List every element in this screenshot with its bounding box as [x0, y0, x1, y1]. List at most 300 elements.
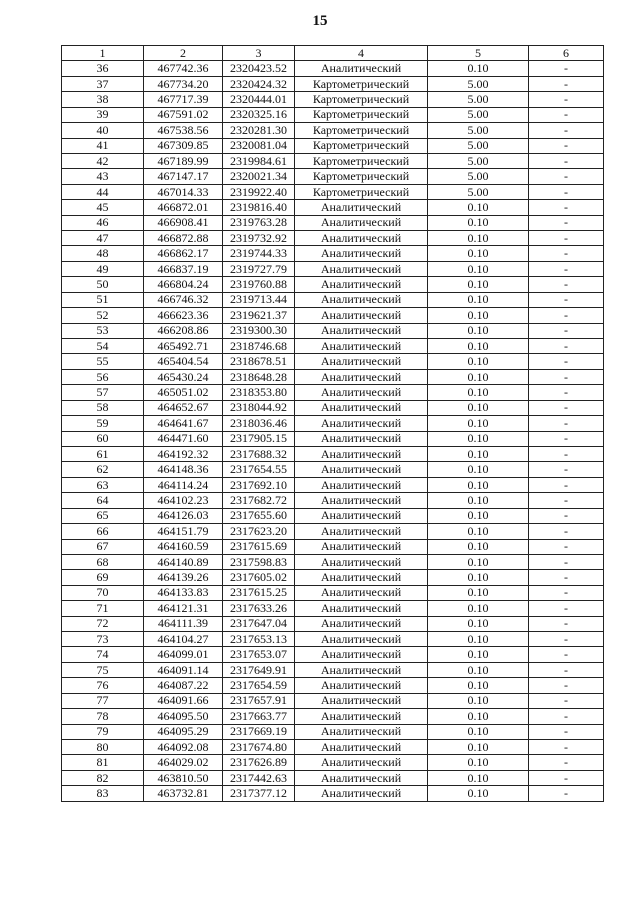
point-number-cell: 50	[62, 277, 144, 292]
header-cell: 5	[428, 46, 529, 61]
note-cell: -	[529, 184, 604, 199]
table-row	[62, 786, 604, 801]
accuracy-cell: 0.10	[428, 446, 529, 461]
note-cell: -	[529, 277, 604, 292]
table-row	[62, 770, 604, 785]
note-cell: -	[529, 385, 604, 400]
table-row	[62, 632, 604, 647]
point-number-cell: 80	[62, 739, 144, 754]
accuracy-cell: 0.10	[428, 539, 529, 554]
accuracy-cell: 0.10	[428, 61, 529, 76]
method-cell: Аналитический	[295, 554, 428, 569]
method-cell: Аналитический	[295, 339, 428, 354]
accuracy-cell: 0.10	[428, 601, 529, 616]
y-coordinate-cell: 2317905.15	[223, 431, 295, 446]
point-number-cell: 54	[62, 339, 144, 354]
x-coordinate-cell: 464087.22	[144, 678, 223, 693]
y-coordinate-cell: 2317605.02	[223, 570, 295, 585]
method-cell: Аналитический	[295, 369, 428, 384]
y-coordinate-cell: 2319984.61	[223, 153, 295, 168]
point-number-cell: 44	[62, 184, 144, 199]
method-cell: Аналитический	[295, 215, 428, 230]
method-cell: Аналитический	[295, 508, 428, 523]
note-cell: -	[529, 169, 604, 184]
point-number-cell: 69	[62, 570, 144, 585]
note-cell: -	[529, 261, 604, 276]
accuracy-cell: 0.10	[428, 400, 529, 415]
y-coordinate-cell: 2317647.04	[223, 616, 295, 631]
accuracy-cell: 0.10	[428, 200, 529, 215]
note-cell: -	[529, 107, 604, 122]
point-number-cell: 42	[62, 153, 144, 168]
note-cell: -	[529, 709, 604, 724]
point-number-cell: 51	[62, 292, 144, 307]
note-cell: -	[529, 554, 604, 569]
y-coordinate-cell: 2317674.80	[223, 739, 295, 754]
point-number-cell: 53	[62, 323, 144, 338]
point-number-cell: 36	[62, 61, 144, 76]
method-cell: Аналитический	[295, 200, 428, 215]
method-cell: Аналитический	[295, 724, 428, 739]
x-coordinate-cell: 465430.24	[144, 369, 223, 384]
table-row	[62, 246, 604, 261]
point-number-cell: 45	[62, 200, 144, 215]
y-coordinate-cell: 2320081.04	[223, 138, 295, 153]
point-number-cell: 60	[62, 431, 144, 446]
note-cell: -	[529, 92, 604, 107]
accuracy-cell: 0.10	[428, 231, 529, 246]
x-coordinate-cell: 467742.36	[144, 61, 223, 76]
table-row	[62, 554, 604, 569]
y-coordinate-cell: 2317688.32	[223, 446, 295, 461]
note-cell: -	[529, 693, 604, 708]
method-cell: Аналитический	[295, 231, 428, 246]
note-cell: -	[529, 76, 604, 91]
note-cell: -	[529, 339, 604, 354]
point-number-cell: 58	[62, 400, 144, 415]
accuracy-cell: 5.00	[428, 107, 529, 122]
accuracy-cell: 0.10	[428, 493, 529, 508]
header-cell: 3	[223, 46, 295, 61]
point-number-cell: 82	[62, 770, 144, 785]
point-number-cell: 55	[62, 354, 144, 369]
table-row	[62, 400, 604, 415]
accuracy-cell: 0.10	[428, 724, 529, 739]
x-coordinate-cell: 464111.39	[144, 616, 223, 631]
y-coordinate-cell: 2318678.51	[223, 354, 295, 369]
method-cell: Аналитический	[295, 431, 428, 446]
y-coordinate-cell: 2317653.13	[223, 632, 295, 647]
accuracy-cell: 5.00	[428, 153, 529, 168]
method-cell: Аналитический	[295, 709, 428, 724]
y-coordinate-cell: 2317615.25	[223, 585, 295, 600]
note-cell: -	[529, 524, 604, 539]
note-cell: -	[529, 323, 604, 338]
note-cell: -	[529, 431, 604, 446]
y-coordinate-cell: 2317598.83	[223, 554, 295, 569]
method-cell: Аналитический	[295, 570, 428, 585]
accuracy-cell: 0.10	[428, 570, 529, 585]
accuracy-cell: 0.10	[428, 524, 529, 539]
y-coordinate-cell: 2319621.37	[223, 308, 295, 323]
note-cell: -	[529, 539, 604, 554]
method-cell: Аналитический	[295, 277, 428, 292]
y-coordinate-cell: 2318648.28	[223, 369, 295, 384]
note-cell: -	[529, 786, 604, 801]
method-cell: Аналитический	[295, 524, 428, 539]
table-row	[62, 493, 604, 508]
method-cell: Аналитический	[295, 446, 428, 461]
point-number-cell: 81	[62, 755, 144, 770]
page-number: 15	[312, 13, 328, 29]
header-cell: 4	[295, 46, 428, 61]
method-cell: Аналитический	[295, 400, 428, 415]
table-row	[62, 446, 604, 461]
table-row	[62, 416, 604, 431]
method-cell: Аналитический	[295, 246, 428, 261]
x-coordinate-cell: 466208.86	[144, 323, 223, 338]
accuracy-cell: 0.10	[428, 616, 529, 631]
y-coordinate-cell: 2317653.07	[223, 647, 295, 662]
method-cell: Картометрический	[295, 138, 428, 153]
accuracy-cell: 0.10	[428, 462, 529, 477]
point-number-cell: 46	[62, 215, 144, 230]
y-coordinate-cell: 2320021.34	[223, 169, 295, 184]
point-number-cell: 63	[62, 477, 144, 492]
note-cell: -	[529, 601, 604, 616]
accuracy-cell: 0.10	[428, 292, 529, 307]
table-row	[62, 678, 604, 693]
table-row	[62, 585, 604, 600]
note-cell: -	[529, 354, 604, 369]
y-coordinate-cell: 2319732.92	[223, 231, 295, 246]
y-coordinate-cell: 2320444.01	[223, 92, 295, 107]
header-cell: 6	[529, 46, 604, 61]
table-row	[62, 755, 604, 770]
point-number-cell: 48	[62, 246, 144, 261]
y-coordinate-cell: 2317655.60	[223, 508, 295, 523]
y-coordinate-cell: 2317654.55	[223, 462, 295, 477]
y-coordinate-cell: 2317615.69	[223, 539, 295, 554]
note-cell: -	[529, 585, 604, 600]
point-number-cell: 68	[62, 554, 144, 569]
x-coordinate-cell: 464126.03	[144, 508, 223, 523]
x-coordinate-cell: 466623.36	[144, 308, 223, 323]
x-coordinate-cell: 465404.54	[144, 354, 223, 369]
point-number-cell: 73	[62, 632, 144, 647]
x-coordinate-cell: 464091.14	[144, 662, 223, 677]
note-cell: -	[529, 508, 604, 523]
method-cell: Картометрический	[295, 92, 428, 107]
x-coordinate-cell: 463810.50	[144, 770, 223, 785]
accuracy-cell: 0.10	[428, 215, 529, 230]
y-coordinate-cell: 2319744.33	[223, 246, 295, 261]
note-cell: -	[529, 292, 604, 307]
table-row	[62, 261, 604, 276]
point-number-cell: 74	[62, 647, 144, 662]
point-number-cell: 37	[62, 76, 144, 91]
method-cell: Аналитический	[295, 462, 428, 477]
method-cell: Картометрический	[295, 153, 428, 168]
point-number-cell: 41	[62, 138, 144, 153]
y-coordinate-cell: 2317692.10	[223, 477, 295, 492]
y-coordinate-cell: 2318044.92	[223, 400, 295, 415]
method-cell: Аналитический	[295, 693, 428, 708]
method-cell: Аналитический	[295, 770, 428, 785]
x-coordinate-cell: 464091.66	[144, 693, 223, 708]
accuracy-cell: 0.10	[428, 339, 529, 354]
x-coordinate-cell: 466746.32	[144, 292, 223, 307]
note-cell: -	[529, 215, 604, 230]
note-cell: -	[529, 632, 604, 647]
x-coordinate-cell: 467147.17	[144, 169, 223, 184]
table-row	[62, 76, 604, 91]
x-coordinate-cell: 466837.19	[144, 261, 223, 276]
table-row	[62, 369, 604, 384]
note-cell: -	[529, 138, 604, 153]
y-coordinate-cell: 2317657.91	[223, 693, 295, 708]
y-coordinate-cell: 2320281.30	[223, 123, 295, 138]
note-cell: -	[529, 647, 604, 662]
method-cell: Аналитический	[295, 323, 428, 338]
table-row	[62, 662, 604, 677]
point-number-cell: 43	[62, 169, 144, 184]
accuracy-cell: 0.10	[428, 261, 529, 276]
y-coordinate-cell: 2319816.40	[223, 200, 295, 215]
x-coordinate-cell: 467717.39	[144, 92, 223, 107]
y-coordinate-cell: 2317663.77	[223, 709, 295, 724]
point-number-cell: 39	[62, 107, 144, 122]
accuracy-cell: 0.10	[428, 678, 529, 693]
note-cell: -	[529, 231, 604, 246]
point-number-cell: 70	[62, 585, 144, 600]
x-coordinate-cell: 467591.02	[144, 107, 223, 122]
note-cell: -	[529, 616, 604, 631]
x-coordinate-cell: 464121.31	[144, 601, 223, 616]
accuracy-cell: 0.10	[428, 662, 529, 677]
table-row	[62, 647, 604, 662]
point-number-cell: 52	[62, 308, 144, 323]
x-coordinate-cell: 464095.50	[144, 709, 223, 724]
table-row	[62, 739, 604, 754]
x-coordinate-cell: 464092.08	[144, 739, 223, 754]
method-cell: Картометрический	[295, 123, 428, 138]
y-coordinate-cell: 2317377.12	[223, 786, 295, 801]
y-coordinate-cell: 2317626.89	[223, 755, 295, 770]
table-row	[62, 323, 604, 338]
table-row	[62, 724, 604, 739]
method-cell: Картометрический	[295, 184, 428, 199]
x-coordinate-cell: 464114.24	[144, 477, 223, 492]
y-coordinate-cell: 2319300.30	[223, 323, 295, 338]
x-coordinate-cell: 465051.02	[144, 385, 223, 400]
x-coordinate-cell: 464133.83	[144, 585, 223, 600]
table-body	[62, 61, 604, 801]
y-coordinate-cell: 2317623.20	[223, 524, 295, 539]
table-row	[62, 169, 604, 184]
accuracy-cell: 0.10	[428, 277, 529, 292]
y-coordinate-cell: 2319727.79	[223, 261, 295, 276]
x-coordinate-cell: 466908.41	[144, 215, 223, 230]
note-cell: -	[529, 462, 604, 477]
header-cell: 2	[144, 46, 223, 61]
point-number-cell: 75	[62, 662, 144, 677]
method-cell: Аналитический	[295, 477, 428, 492]
x-coordinate-cell: 467014.33	[144, 184, 223, 199]
table-row	[62, 539, 604, 554]
x-coordinate-cell: 466872.88	[144, 231, 223, 246]
point-number-cell: 78	[62, 709, 144, 724]
point-number-cell: 62	[62, 462, 144, 477]
y-coordinate-cell: 2320423.52	[223, 61, 295, 76]
point-number-cell: 76	[62, 678, 144, 693]
method-cell: Картометрический	[295, 76, 428, 91]
method-cell: Аналитический	[295, 261, 428, 276]
note-cell: -	[529, 369, 604, 384]
table-row	[62, 709, 604, 724]
table-row	[62, 431, 604, 446]
x-coordinate-cell: 464139.26	[144, 570, 223, 585]
table-row	[62, 339, 604, 354]
accuracy-cell: 5.00	[428, 92, 529, 107]
x-coordinate-cell: 464029.02	[144, 755, 223, 770]
y-coordinate-cell: 2319760.88	[223, 277, 295, 292]
method-cell: Аналитический	[295, 585, 428, 600]
accuracy-cell: 0.10	[428, 632, 529, 647]
x-coordinate-cell: 464471.60	[144, 431, 223, 446]
accuracy-cell: 0.10	[428, 709, 529, 724]
note-cell: -	[529, 662, 604, 677]
accuracy-cell: 0.10	[428, 477, 529, 492]
method-cell: Аналитический	[295, 292, 428, 307]
note-cell: -	[529, 570, 604, 585]
table-row	[62, 277, 604, 292]
x-coordinate-cell: 464160.59	[144, 539, 223, 554]
method-cell: Аналитический	[295, 493, 428, 508]
point-number-cell: 57	[62, 385, 144, 400]
table-row	[62, 92, 604, 107]
method-cell: Аналитический	[295, 416, 428, 431]
table-row	[62, 477, 604, 492]
table-row	[62, 570, 604, 585]
note-cell: -	[529, 416, 604, 431]
note-cell: -	[529, 200, 604, 215]
point-number-cell: 65	[62, 508, 144, 523]
y-coordinate-cell: 2318353.80	[223, 385, 295, 400]
accuracy-cell: 0.10	[428, 585, 529, 600]
y-coordinate-cell: 2319763.28	[223, 215, 295, 230]
point-number-cell: 72	[62, 616, 144, 631]
x-coordinate-cell: 464140.89	[144, 554, 223, 569]
table-row	[62, 231, 604, 246]
method-cell: Аналитический	[295, 739, 428, 754]
note-cell: -	[529, 61, 604, 76]
x-coordinate-cell: 464095.29	[144, 724, 223, 739]
method-cell: Картометрический	[295, 169, 428, 184]
x-coordinate-cell: 464652.67	[144, 400, 223, 415]
point-number-cell: 47	[62, 231, 144, 246]
x-coordinate-cell: 463732.81	[144, 786, 223, 801]
x-coordinate-cell: 464099.01	[144, 647, 223, 662]
x-coordinate-cell: 467538.56	[144, 123, 223, 138]
point-number-cell: 67	[62, 539, 144, 554]
x-coordinate-cell: 466804.24	[144, 277, 223, 292]
accuracy-cell: 0.10	[428, 693, 529, 708]
accuracy-cell: 5.00	[428, 138, 529, 153]
coordinates-table	[61, 45, 604, 802]
point-number-cell: 83	[62, 786, 144, 801]
y-coordinate-cell: 2320424.32	[223, 76, 295, 91]
table-row	[62, 508, 604, 523]
x-coordinate-cell: 467189.99	[144, 153, 223, 168]
point-number-cell: 77	[62, 693, 144, 708]
note-cell: -	[529, 123, 604, 138]
table-row	[62, 215, 604, 230]
x-coordinate-cell: 467734.20	[144, 76, 223, 91]
accuracy-cell: 0.10	[428, 369, 529, 384]
accuracy-cell: 0.10	[428, 246, 529, 261]
table-row	[62, 616, 604, 631]
method-cell: Аналитический	[295, 755, 428, 770]
point-number-cell: 49	[62, 261, 144, 276]
method-cell: Аналитический	[295, 616, 428, 631]
y-coordinate-cell: 2320325.16	[223, 107, 295, 122]
x-coordinate-cell: 464102.23	[144, 493, 223, 508]
method-cell: Аналитический	[295, 308, 428, 323]
accuracy-cell: 0.10	[428, 739, 529, 754]
x-coordinate-cell: 464151.79	[144, 524, 223, 539]
point-number-cell: 71	[62, 601, 144, 616]
point-number-cell: 64	[62, 493, 144, 508]
accuracy-cell: 0.10	[428, 770, 529, 785]
method-cell: Аналитический	[295, 647, 428, 662]
table-row	[62, 61, 604, 76]
table-row	[62, 693, 604, 708]
accuracy-cell: 0.10	[428, 323, 529, 338]
accuracy-cell: 0.10	[428, 354, 529, 369]
y-coordinate-cell: 2317649.91	[223, 662, 295, 677]
table-row	[62, 292, 604, 307]
note-cell: -	[529, 678, 604, 693]
method-cell: Аналитический	[295, 786, 428, 801]
note-cell: -	[529, 153, 604, 168]
x-coordinate-cell: 466862.17	[144, 246, 223, 261]
y-coordinate-cell: 2317654.59	[223, 678, 295, 693]
table-row	[62, 385, 604, 400]
method-cell: Аналитический	[295, 385, 428, 400]
table-row	[62, 153, 604, 168]
x-coordinate-cell: 464192.32	[144, 446, 223, 461]
point-number-cell: 61	[62, 446, 144, 461]
table-row	[62, 123, 604, 138]
note-cell: -	[529, 446, 604, 461]
y-coordinate-cell: 2318036.46	[223, 416, 295, 431]
accuracy-cell: 5.00	[428, 184, 529, 199]
y-coordinate-cell: 2318746.68	[223, 339, 295, 354]
table-row	[62, 601, 604, 616]
x-coordinate-cell: 464104.27	[144, 632, 223, 647]
note-cell: -	[529, 739, 604, 754]
y-coordinate-cell: 2317669.19	[223, 724, 295, 739]
point-number-cell: 79	[62, 724, 144, 739]
point-number-cell: 59	[62, 416, 144, 431]
x-coordinate-cell: 464148.36	[144, 462, 223, 477]
accuracy-cell: 0.10	[428, 308, 529, 323]
y-coordinate-cell: 2319922.40	[223, 184, 295, 199]
y-coordinate-cell: 2317442.63	[223, 770, 295, 785]
method-cell: Картометрический	[295, 107, 428, 122]
x-coordinate-cell: 466872.01	[144, 200, 223, 215]
